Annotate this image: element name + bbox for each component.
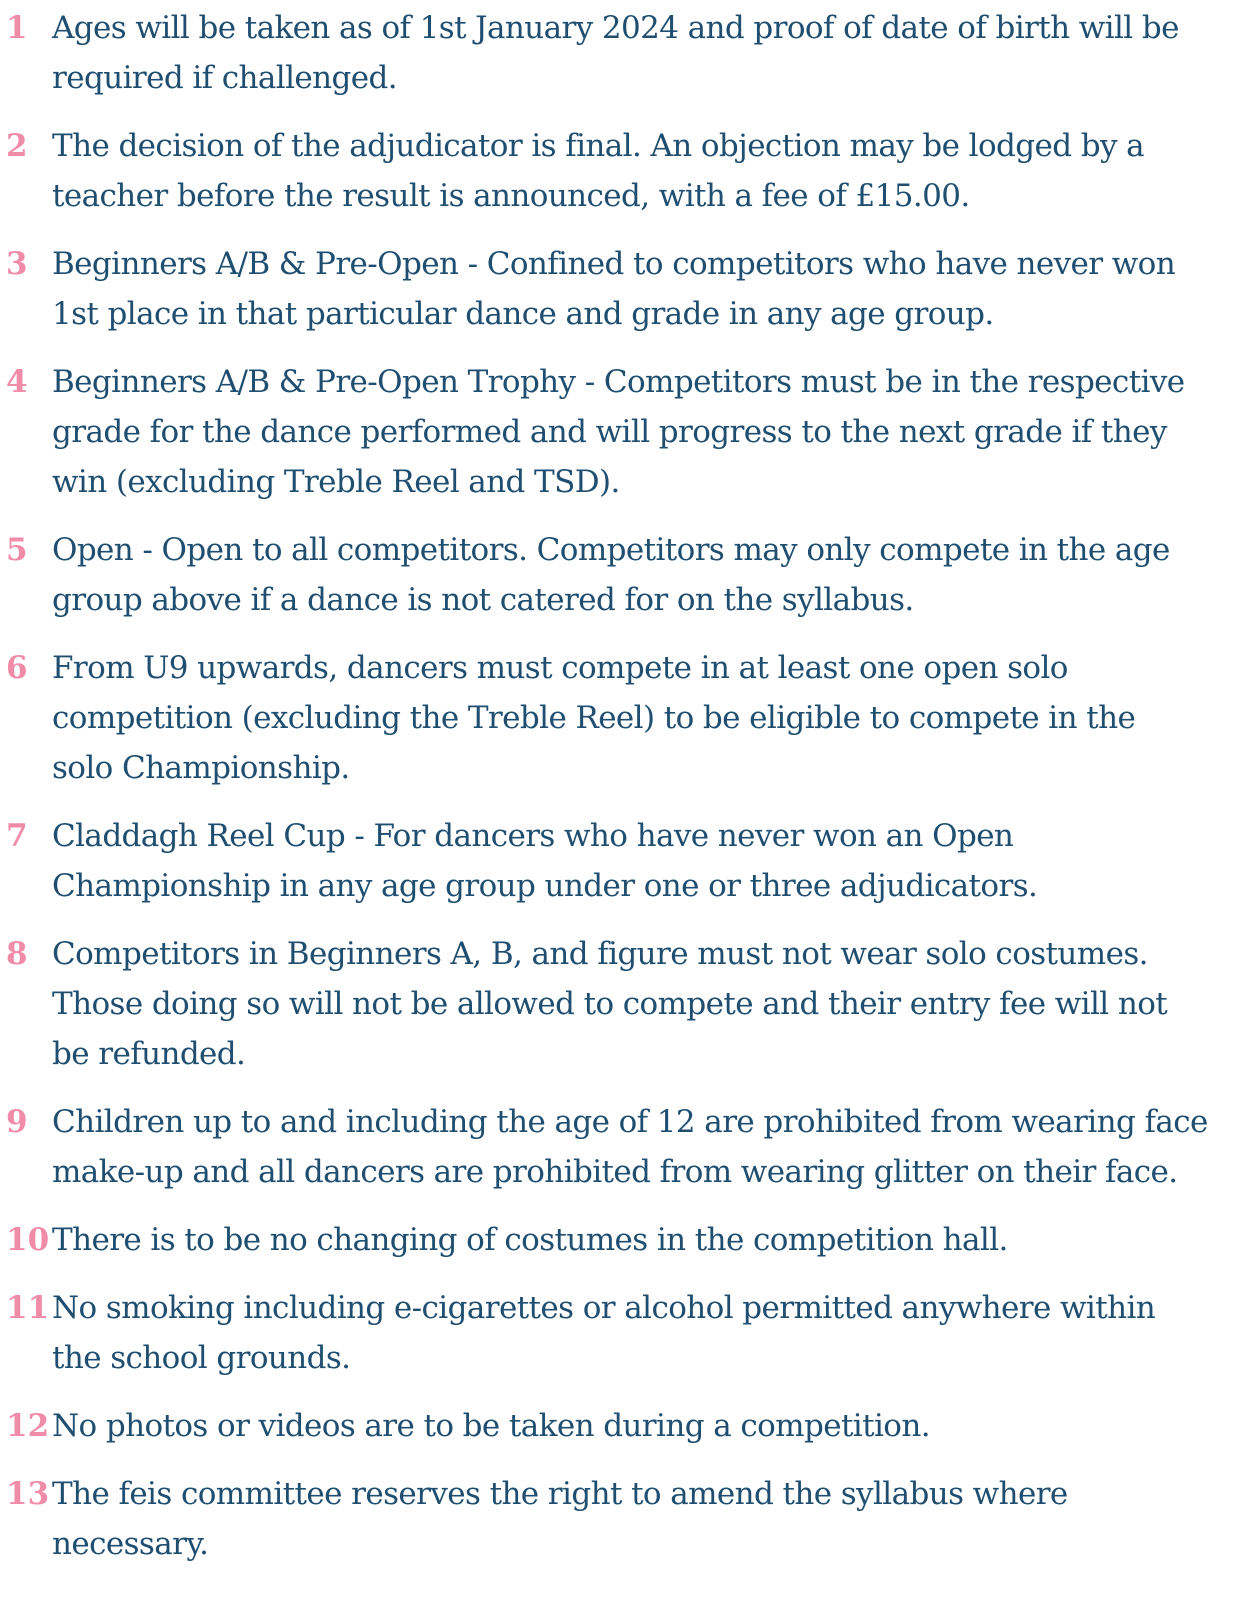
rule-text-line: Claddagh Reel Cup - For dancers who have never won an Open: [52, 818, 1014, 854]
rule-text: [52, 1469, 1240, 1569]
rule-number: 11: [6, 1290, 50, 1326]
rule-item-10: [0, 1215, 1240, 1265]
rule-text: [52, 1283, 1240, 1383]
rule-text-line: necessary.: [52, 1526, 209, 1562]
rule-text-line: From U9 upwards, dancers must compete in at least one open solo: [52, 650, 1068, 686]
rule-text-line: Ages will be taken as of 1st January 2024 and proof of date of birth will be: [52, 10, 1179, 46]
rule-number: 2: [6, 128, 28, 164]
rule-item-9: [0, 1097, 1240, 1197]
rule-text: [52, 1401, 1240, 1451]
rule-text-line: group above if a dance is not catered for on the syllabus.: [52, 582, 914, 618]
rule-text-line: teacher before the result is announced, with a fee of £15.00.: [52, 178, 970, 214]
rule-text-line: Competitors in Beginners A, B, and figure must not wear solo costumes.: [52, 936, 1148, 972]
rule-number: 6: [6, 650, 28, 686]
rule-text-line: The feis committee reserves the right to amend the syllabus where: [52, 1476, 1068, 1512]
rule-item-1: [0, 3, 1240, 103]
rule-text-line: grade for the dance performed and will progress to the next grade if they: [52, 414, 1167, 450]
rule-text-line: required if challenged.: [52, 60, 398, 96]
rule-number: 1: [6, 10, 28, 46]
rule-number: 13: [6, 1476, 50, 1512]
rule-text: [52, 239, 1240, 339]
rule-item-2: [0, 121, 1240, 221]
rule-number: 5: [6, 532, 28, 568]
rule-text-line: be refunded.: [52, 1036, 246, 1072]
rule-text: [52, 357, 1240, 507]
rule-text: [52, 643, 1240, 793]
rule-text-line: the school grounds.: [52, 1340, 351, 1376]
rule-text-line: win (excluding Treble Reel and TSD).: [52, 464, 620, 500]
rule-text-line: make-up and all dancers are prohibited from wearing glitter on their face.: [52, 1154, 1178, 1190]
rule-text-line: Children up to and including the age of 12 are prohibited from wearing face: [52, 1104, 1208, 1140]
rule-text: [52, 121, 1240, 221]
rule-text: [52, 811, 1240, 911]
rule-text-line: Beginners A/B & Pre-Open Trophy - Competitors must be in the respective: [52, 364, 1185, 400]
rule-number: 8: [6, 936, 28, 972]
rule-item-11: [0, 1283, 1240, 1383]
rule-text-line: competition (excluding the Treble Reel) to be eligible to compete in the: [52, 700, 1136, 736]
rule-item-13: [0, 1469, 1240, 1569]
rule-item-3: [0, 239, 1240, 339]
rule-text-line: No photos or videos are to be taken during a competition.: [52, 1408, 930, 1444]
rule-text-line: 1st place in that particular dance and grade in any age group.: [52, 296, 994, 332]
rule-item-4: [0, 357, 1240, 507]
rule-number: 9: [6, 1104, 28, 1140]
rule-number: 4: [6, 364, 28, 400]
rule-text-line: The decision of the adjudicator is final. An objection may be lodged by a: [52, 128, 1145, 164]
rule-number: 12: [6, 1408, 50, 1444]
rule-text-line: No smoking including e-cigarettes or alcohol permitted anywhere within: [52, 1290, 1156, 1326]
rule-text: [52, 1097, 1240, 1197]
rule-text-line: solo Championship.: [52, 750, 350, 786]
rule-text-line: Those doing so will not be allowed to compete and their entry fee will not: [52, 986, 1168, 1022]
rule-number: 10: [6, 1222, 50, 1258]
rule-text-line: Championship in any age group under one or three adjudicators.: [52, 868, 1038, 904]
rule-item-7: [0, 811, 1240, 911]
rule-number: 7: [6, 818, 28, 854]
rule-number: 3: [6, 246, 28, 282]
rule-item-8: [0, 929, 1240, 1079]
rule-text: [52, 525, 1240, 625]
rule-text: [52, 929, 1240, 1079]
rule-text-line: Open - Open to all competitors. Competitors may only compete in the age: [52, 532, 1170, 568]
rule-text-line: Beginners A/B & Pre-Open - Confined to competitors who have never won: [52, 246, 1176, 282]
rule-text: [52, 3, 1240, 103]
rule-text: [52, 1215, 1240, 1265]
rule-item-12: [0, 1401, 1240, 1451]
rule-item-5: [0, 525, 1240, 625]
rule-item-6: [0, 643, 1240, 793]
rule-text-line: There is to be no changing of costumes in the competition hall.: [52, 1222, 1008, 1258]
